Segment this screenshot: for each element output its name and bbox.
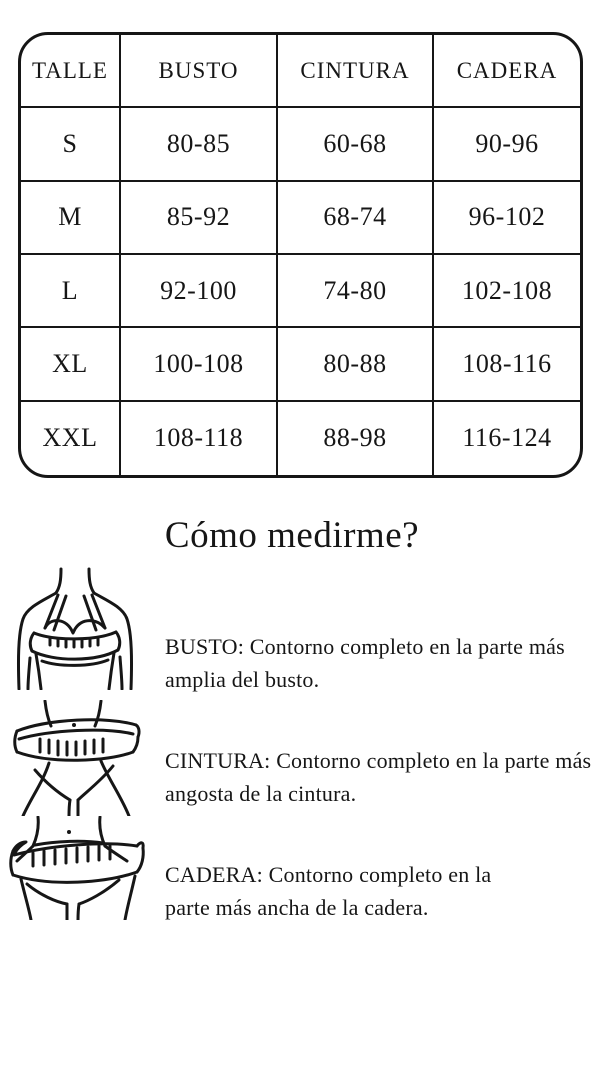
table-cell: 88-98 [278,402,434,475]
guide-title: Cómo medirme? [164,515,420,556]
cadera-instruction: CADERA: Contorno completo en la parte más ancha de la cadera. [165,862,492,920]
column-header-talle: TALLE [21,35,121,108]
column-header-cintura: CINTURA [278,35,434,108]
table-cell: 100-108 [121,328,278,401]
column-header-cadera: CADERA [434,35,580,108]
table-cell: 90-96 [434,108,580,181]
table-cell-size: XXL [21,402,121,475]
column-header-busto: BUSTO [121,35,278,108]
bust-measure-icon [14,566,136,690]
table-cell: 108-118 [121,402,278,475]
table-cell-size: XL [21,328,121,401]
table-cell: 96-102 [434,182,580,255]
cintura-instruction: CINTURA: Contorno completo en la parte más angosta de la cintura. [165,748,592,806]
table-cell: 60-68 [278,108,434,181]
size-table [18,32,583,478]
table-cell: 92-100 [121,255,278,328]
table-cell: 102-108 [434,255,580,328]
table-cell-size: M [21,182,121,255]
table-cell: 80-88 [278,328,434,401]
table-cell: 80-85 [121,108,278,181]
table-cell: 108-116 [434,328,580,401]
table-cell-size: S [21,108,121,181]
table-cell: 116-124 [462,423,552,453]
table-cell: 85-92 [121,182,278,255]
table-cell-size: L [21,255,121,328]
waist-measure-icon [12,700,142,816]
table-cell: 68-74 [278,182,434,255]
busto-instruction: BUSTO: Contorno completo en la parte más amplia del busto. [165,634,565,692]
table-cell: 74-80 [278,255,434,328]
hip-measure-icon [6,816,146,920]
